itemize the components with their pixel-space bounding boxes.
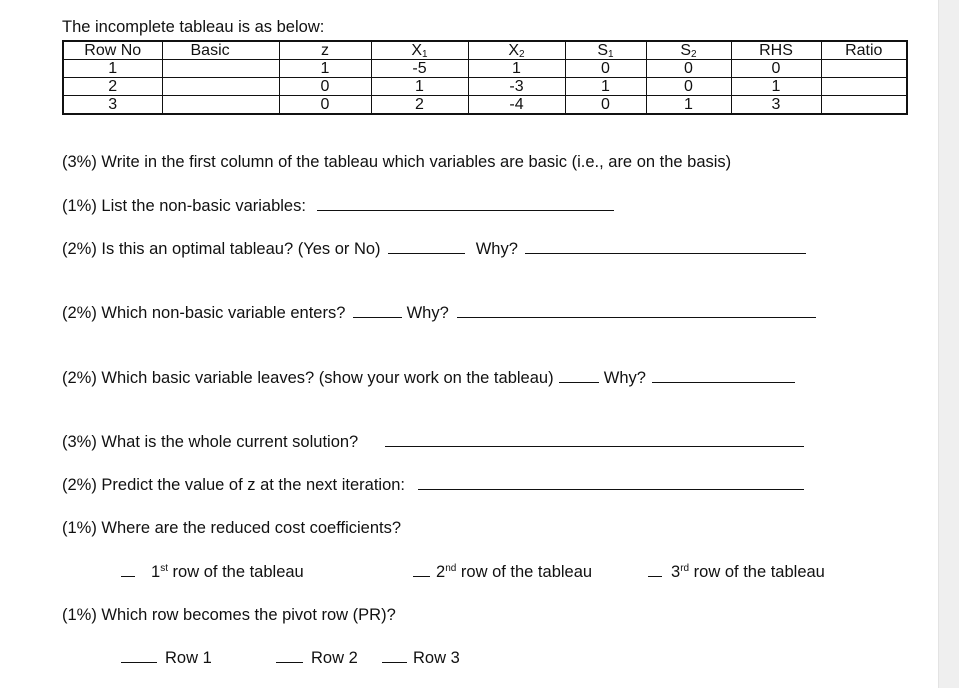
answer-blank[interactable] [385, 445, 804, 447]
question-pivot-row: (1%) Which row becomes the pivot row (PR)? [62, 606, 396, 624]
option-row-3[interactable] [382, 649, 460, 668]
tableau-row-1 [63, 60, 907, 78]
question-text: (2%) Which basic variable leaves? (show your work on the tableau) [62, 369, 554, 387]
question-text: (2%) Predict the value of z at the next iteration: [62, 476, 406, 494]
cell: 3 [731, 96, 821, 115]
cell: -3 [468, 78, 565, 96]
option-row-2[interactable] [276, 649, 358, 668]
option-label: Row 1 [165, 649, 212, 667]
header-rhs: RHS [731, 41, 821, 60]
header-x2: $X_2$ [468, 41, 565, 60]
question-optimal [62, 240, 806, 259]
answer-blank[interactable] [388, 252, 465, 254]
question-leaving-variable [62, 369, 795, 388]
header-s1: $S_1$ [565, 41, 646, 60]
cell: 0 [279, 78, 371, 96]
question-reduced-costs: (1%) Where are the reduced cost coefficients? [62, 519, 402, 537]
checkbox-blank[interactable] [121, 661, 157, 663]
vertical-scrollbar[interactable] [938, 0, 959, 688]
why-label: Why? [406, 304, 449, 322]
cell: 0 [279, 96, 371, 115]
intro-text: The incomplete tableau is as below: [62, 18, 325, 36]
header-basic: Basic [162, 41, 279, 60]
header-x1: $X_1$ [371, 41, 468, 60]
checkbox-blank[interactable] [648, 575, 662, 577]
cell: 1 [646, 96, 731, 115]
cell: 0 [731, 60, 821, 78]
option-second-row[interactable] [413, 563, 592, 582]
option-label: 2 [436, 563, 446, 581]
cell: 1 [565, 78, 646, 96]
checkbox-blank[interactable] [276, 661, 303, 663]
cell: -4 [468, 96, 565, 115]
question-text: (2%) Is this an optimal tableau? (Yes or No) [62, 240, 381, 258]
ordinal-suffix: st [160, 563, 168, 574]
answer-blank[interactable] [559, 381, 599, 383]
checkbox-blank[interactable] [121, 575, 135, 577]
basic-cell-2[interactable] [162, 78, 279, 96]
cell: 1 [468, 60, 565, 78]
cell: 0 [646, 78, 731, 96]
answer-blank[interactable] [418, 488, 804, 490]
checkbox-blank[interactable] [382, 661, 407, 663]
ratio-cell-1[interactable] [821, 60, 907, 78]
ratio-cell-2[interactable] [821, 78, 907, 96]
header-s2: $S_2$ [646, 41, 731, 60]
tableau-row-2 [63, 78, 907, 96]
why-label: Why? [475, 240, 518, 258]
ordinal-suffix: nd [445, 563, 457, 574]
why-blank[interactable] [457, 316, 816, 318]
question-current-solution [62, 433, 804, 452]
answer-blank[interactable] [317, 209, 614, 211]
cell: 1 [371, 78, 468, 96]
option-label: 1 [151, 563, 161, 581]
cell: 1 [279, 60, 371, 78]
cell: 2 [371, 96, 468, 115]
basic-cell-1[interactable] [162, 60, 279, 78]
option-third-row[interactable] [648, 563, 825, 582]
question-text: (1%) List the non-basic variables: [62, 197, 306, 215]
cell: 2 [63, 78, 162, 96]
checkbox-blank[interactable] [413, 575, 430, 577]
option-label: Row 2 [311, 649, 358, 667]
tableau-header-row [63, 41, 907, 60]
cell: 0 [565, 60, 646, 78]
why-blank[interactable] [525, 252, 806, 254]
ratio-cell-3[interactable] [821, 96, 907, 115]
answer-blank[interactable] [353, 316, 402, 318]
question-text: (3%) What is the whole current solution? [62, 433, 359, 451]
option-first-row[interactable] [121, 563, 304, 582]
header-ratio: Ratio [821, 41, 907, 60]
header-row-no: Row No [63, 41, 162, 60]
option-label: Row 3 [413, 649, 460, 667]
question-next-z [62, 476, 804, 495]
header-z: z [279, 41, 371, 60]
question-nonbasic-variables [62, 197, 614, 216]
question-basic-variables: (3%) Write in the first column of the tableau which variables are basic (i.e., are on the basis) [62, 153, 732, 171]
cell: 0 [565, 96, 646, 115]
why-blank[interactable] [652, 381, 795, 383]
option-label-rest: row of the tableau [689, 563, 825, 581]
option-label-rest: row of the tableau [167, 563, 304, 581]
cell: 3 [63, 96, 162, 115]
why-label: Why? [603, 369, 646, 387]
simplex-tableau [62, 40, 908, 115]
basic-cell-3[interactable] [162, 96, 279, 115]
tableau-row-3 [63, 96, 907, 115]
cell: 1 [731, 78, 821, 96]
option-label: 3 [671, 563, 681, 581]
option-label-rest: row of the tableau [456, 563, 593, 581]
question-entering-variable [62, 304, 816, 323]
cell: -5 [371, 60, 468, 78]
option-row-1[interactable] [121, 649, 212, 668]
ordinal-suffix: rd [680, 563, 690, 574]
cell: 0 [646, 60, 731, 78]
question-text: (2%) Which non-basic variable enters? [62, 304, 346, 322]
cell: 1 [63, 60, 162, 78]
